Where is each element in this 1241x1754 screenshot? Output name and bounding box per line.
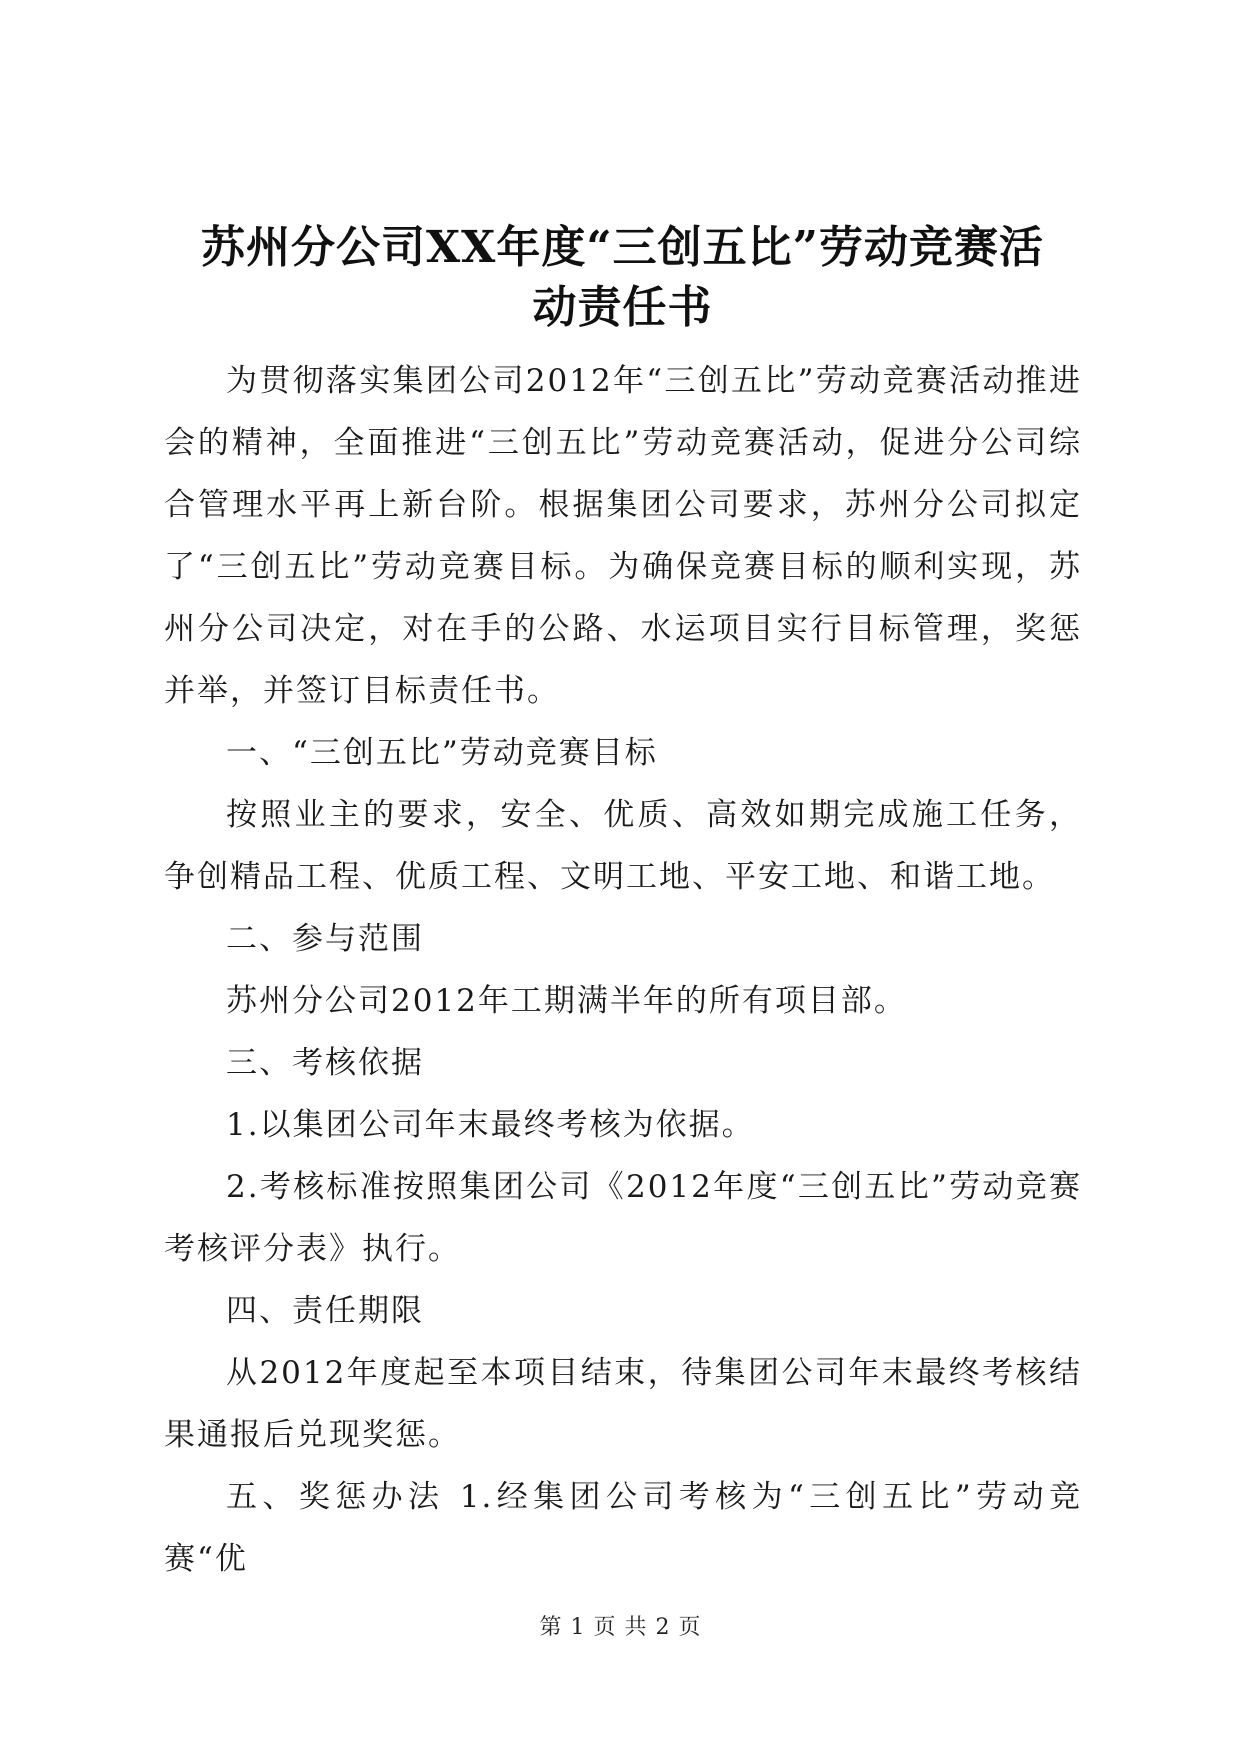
section-heading-rewards: 五、奖惩办法 1.经集团公司考核为“三创五比”劳动竞赛“优 (164, 1479, 1082, 1577)
scope-paragraph: 苏州分公司2012年工期满半年的所有项目部。 (226, 983, 907, 1019)
intro-paragraph: 为贯彻落实集团公司2012年“三创五比”劳动竞赛活动推进会的精神，全面推进“三创五比”劳动竞赛活动，促进分公司综合管理水平再上新台阶。根据集团公司要求，苏州分公司拟定了“三创五比”劳动竞赛目标。为确保竞赛目标的顺利实现，苏州分公司决定，对在手的公路、水运项目实行目标管理，奖惩并举，并签订目标责任书。 (164, 363, 1082, 709)
basis-item-2: 2.考核标准按照集团公司《2012年度“三创五比”劳动竞赛考核评分表》执行。 (164, 1169, 1082, 1267)
section-heading-scope: 二、参与范围 (226, 921, 424, 957)
section-heading-basis: 三、考核依据 (226, 1045, 424, 1081)
page-number-footer: 第 1 页 共 2 页 (539, 1615, 702, 1640)
goal-paragraph: 按照业主的要求，安全、优质、高效如期完成施工任务，争创精品工程、优质工程、文明工地、平安工地、和谐工地。 (164, 797, 1082, 895)
title-line-1: 苏州分公司XX年度“三创五比”劳动竞赛活 (201, 222, 1044, 273)
document-body (164, 350, 1082, 1590)
document-title (150, 218, 1095, 338)
section-heading-goal: 一、“三创五比”劳动竞赛目标 (226, 735, 658, 771)
title-line-2: 动责任书 (532, 282, 713, 333)
term-paragraph: 从2012年度起至本项目结束，待集团公司年末最终考核结果通报后兑现奖惩。 (164, 1355, 1082, 1453)
section-heading-term: 四、责任期限 (226, 1293, 424, 1329)
basis-item-1: 1.以集团公司年末最终考核为依据。 (226, 1107, 755, 1143)
